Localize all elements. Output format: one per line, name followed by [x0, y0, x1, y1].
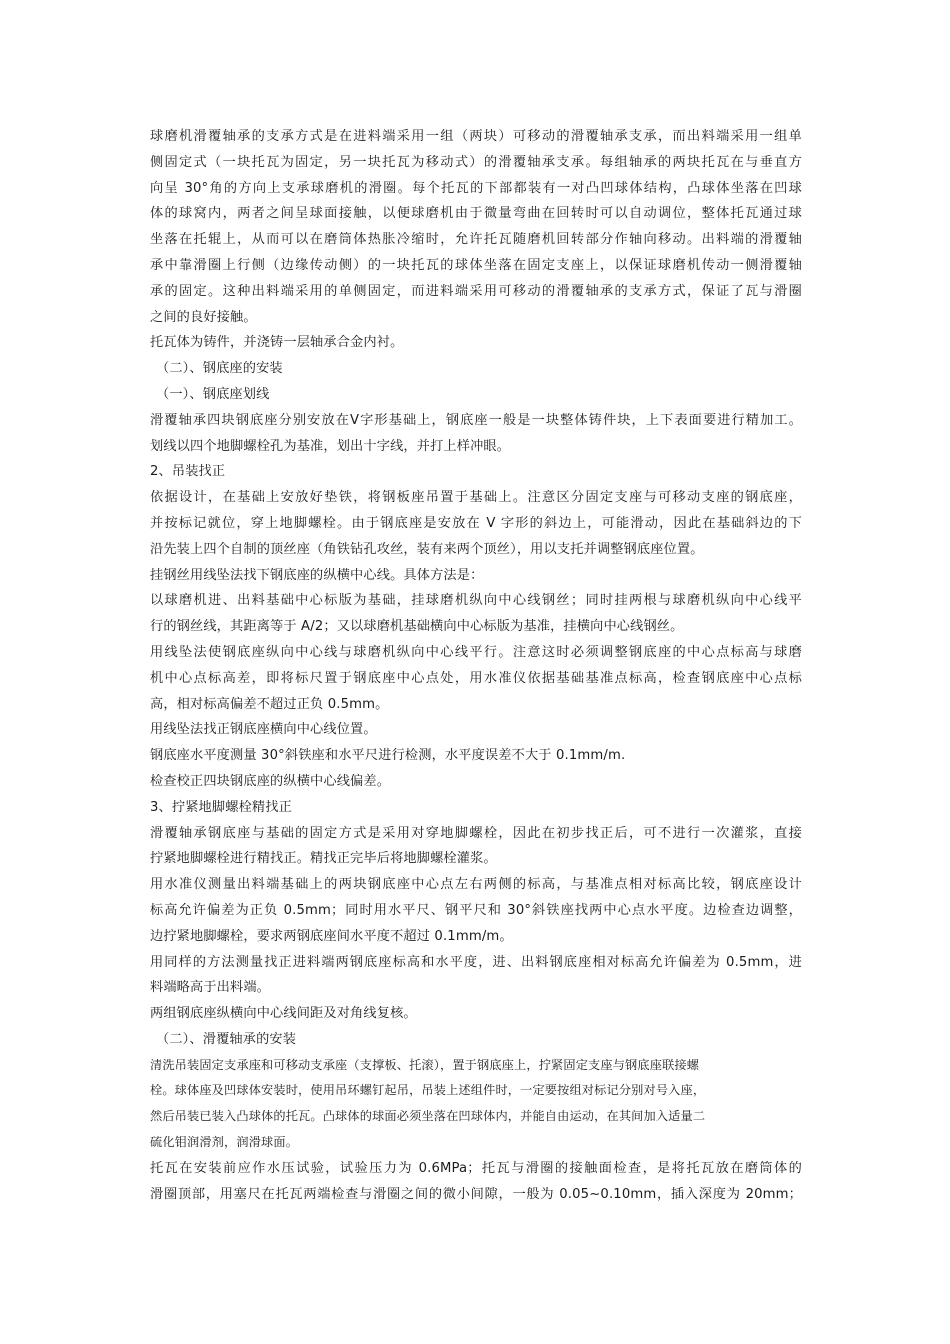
text-line: 托瓦在安装前应作水压试验，试验压力为 0.6MPa；托瓦与滑圈的接触面检查，是将托瓦放在磨筒体的 [150, 1160, 802, 1176]
text-line: 清洗吊装固定支承座和可移动支承座（支撑板、托滚），置于钢底座上，拧紧固定支座与钢底座联接螺 [150, 1057, 700, 1072]
text-line: 用水准仪测量出料端基础上的两块钢底座中心点左右两侧的标高，与基准点相对标高比较，钢底座设计 [150, 877, 802, 893]
text-line: 挂钢丝用线坠法找下钢底座的纵横中心线。具体方法是： [150, 567, 484, 583]
text-line: 然后吊装已装入凸球体的托瓦。凸球体的球面必须坐落在凹球体内，并能自由运动，在其间加入适量二 [150, 1109, 706, 1124]
text-line: 两组钢底座纵横向中心线间距及对角线复核。 [150, 1006, 417, 1022]
text-line: 向呈 30°角的方向上支承球磨机的滑圈。每个托瓦的下部都装有一对凸凹球体结构，凸球体坐落在凹球 [150, 180, 802, 196]
document-body [150, 124, 802, 1207]
text-line: （二）、钢底座的安装 [156, 361, 283, 377]
text-line: 滑覆轴承钢底座与基础的固定方式是采用对穿地脚螺栓，因此在初步找正后，可不进行一次灌浆，直接 [150, 825, 802, 841]
text-line: 检查校正四块钢底座的纵横中心线偏差。 [150, 773, 391, 789]
text-line: 球磨机滑覆轴承的支承方式是在进料端采用一组（两块）可移动的滑覆轴承支承，而出料端采用一组单 [150, 129, 802, 144]
text-line: 并按标记就位，穿上地脚螺栓。由于钢底座是安放在 V 字形的斜边上，可能滑动，因此在基础斜边的下 [150, 515, 802, 531]
text-line: 2、吊装找正 [150, 464, 226, 480]
text-line: 沿先装上四个自制的顶丝座（角铁钻孔攻丝，装有来两个顶丝），用以支托并调整钢底座位置。 [150, 541, 704, 557]
text-line: 坐落在托辊上，从而可以在磨筒体热胀冷缩时，允许托瓦随磨机回转部分作轴向移动。出料端的滑覆轴 [150, 232, 802, 248]
text-line: 体的球窝内，两者之间呈球面接触，以便球磨机由于微量弯曲在回转时可以自动调位，整体托瓦通过球 [150, 206, 802, 222]
text-line: 边拧紧地脚螺栓，要求两钢底座间水平度不超过 0.1mm/m。 [150, 928, 513, 944]
text-line: 拧紧地脚螺栓进行精找正。精找正完毕后将地脚螺栓灌浆。 [150, 851, 497, 867]
text-line: 栓。球体座及凹球体安装时，使用吊环螺钉起吊，吊装上述组件时，一定要按组对标记分别对号入座， [150, 1083, 706, 1098]
text-line: 机中心点标高差，即将标尺置于钢底座中心点处，用水准仪依据基础基准点标高，检查钢底座中心点标 [150, 670, 802, 686]
text-line: （一）、钢底座划线 [156, 386, 270, 402]
text-line: 硫化钼润滑剂，润滑球面。 [150, 1135, 299, 1150]
text-line: 承中靠滑圈上行侧（边缘传动侧）的一块托瓦的球体坐落在固定支座上，以保证球磨机传动一侧滑覆轴 [150, 257, 802, 273]
text-line: 侧固定式（一块托瓦为固定，另一块托瓦为移动式）的滑覆轴承支承。每组轴承的两块托瓦在与垂直方 [150, 154, 802, 170]
text-line: 行的钢丝线，其距离等于 A/2；又以球磨机基础横向中心标版为基准，挂横向中心线钢丝。 [150, 619, 684, 635]
text-line: （二）、滑覆轴承的安装 [156, 1031, 297, 1047]
text-line: 划线以四个地脚螺栓孔为基准，划出十字线，并打上样冲眼。 [150, 438, 511, 454]
text-line: 之间的良好接触。 [150, 309, 257, 325]
text-line: 依据设计，在基础上安放好垫铁，将钢板座吊置于基础上。注意区分固定支座与可移动支座的钢底座， [150, 490, 802, 506]
text-line: 用线坠法找正钢底座横向中心线位置。 [150, 722, 377, 738]
text-line: 用线坠法使钢底座纵向中心线与球磨机纵向中心线平行。注意这时必须调整钢底座的中心点标高与球磨 [150, 644, 802, 660]
text-line: 托瓦体为铸件，并浇铸一层轴承合金内衬。 [150, 335, 404, 351]
text-line: 用同样的方法测量找正进料端两钢底座标高和水平度，进、出料钢底座相对标高允许偏差为 0.5mm，进 [150, 954, 802, 970]
text-line: 料端略高于出料端。 [150, 980, 271, 996]
text-line: 以球磨机进、出料基础中心标版为基础，挂球磨机纵向中心线钢丝；同时挂两根与球磨机纵向中心线平 [150, 593, 802, 609]
text-line: 滑圈顶部，用塞尺在托瓦两端检查与滑圈之间的微小间隙，一般为 0.05~0.10mm，插入深度为 20mm； [150, 1186, 802, 1202]
text-line: 标高允许偏差为正负 0.5mm；同时用水平尺、钢平尺和 30°斜铁座找两中心点水平度。边检查边调整， [150, 902, 802, 918]
text-line: 承的固定。这种出料端采用的单侧固定，而进料端采用可移动的滑覆轴承的支承方式，保证了瓦与滑圈 [150, 283, 802, 299]
text-line: 高，相对标高偏差不超过正负 0.5mm。 [150, 696, 389, 712]
text-line: 滑覆轴承四块钢底座分别安放在V字形基础上，钢底座一般是一块整体铸件块，上下表面要进行精加工。 [150, 412, 802, 428]
text-line: 钢底座水平度测量 30°斜铁座和水平尺进行检测，水平度误差不大于 0.1mm/m. [150, 748, 626, 764]
text-line: 3、拧紧地脚螺栓精找正 [150, 799, 292, 815]
